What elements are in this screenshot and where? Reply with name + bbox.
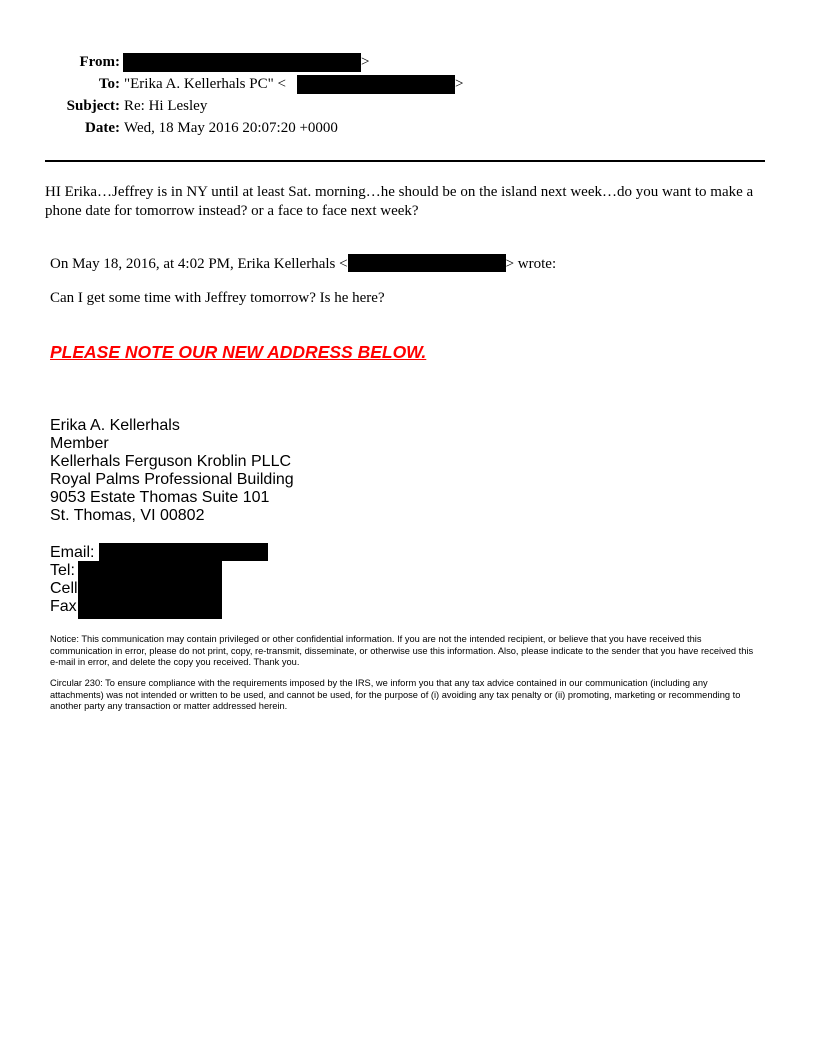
quote-intro [50,254,556,273]
signature-building: Royal Palms Professional Building [50,471,294,488]
signature-title: Member [50,435,109,452]
from-suffix: > [361,54,370,70]
from-redaction [123,53,361,72]
address-notice-banner: PLEASE NOTE OUR NEW ADDRESS BELOW. [50,342,427,362]
quote-intro-suffix: > wrote: [505,256,557,272]
to-value: "Erika A. Kellerhals PC" < [124,76,286,92]
signature-street: 9053 Estate Thomas Suite 101 [50,489,270,506]
reply-text: HI Erika…Jeffrey is in NY until at least Sat. morning…he should be on the island next week…do you want to make a phone date for tomorrow instead? or a face to face next week? [45,184,754,219]
quoted-message: Can I get some time with Jeffrey tomorrow? Is he here? [50,290,385,306]
signature-city: St. Thomas, VI 00802 [50,507,205,524]
signature-firm: Kellerhals Ferguson Kroblin PLLC [50,453,292,470]
to-label: To: [98,76,120,92]
subject-value: Re: Hi Lesley [124,98,208,114]
signature-name: Erika A. Kellerhals [50,417,180,434]
date-label: Date: [85,120,120,136]
header-divider [45,160,765,162]
phone-redaction [78,561,222,619]
email-label: Email: [50,544,95,561]
quote-email-redaction [348,254,506,272]
email-redaction [99,543,268,561]
cell-label: Cell [50,580,78,597]
tel-label: Tel: [50,562,75,579]
signature-block [50,417,294,525]
confidentiality-notice: Notice: This communication may contain privileged or other confidential information. If you are not the intended recipient, or believe that you have received this communication in error, please do not print, copy, re-transmit, disseminate, or otherwise use this information. Also, please indicate to the sender that you have received this e-mail in error, and delete the copy you received. Thank you. [50,634,754,667]
to-redaction [297,75,455,94]
quote-intro-prefix: On May 18, 2016, at 4:02 PM, Erika Kellerhals < [50,256,348,272]
circular-230-notice: Circular 230: To ensure compliance with the requirements imposed by the IRS, we inform you that any tax advice contained in our communication (including any attachments) was not intended or written to be used, and cannot be used, for the purpose of (i) avoiding any tax penalty or (ii) promoting, marketing or recommending to another party any transaction or matter addressed herein. [50,678,741,711]
from-label: From: [79,54,120,70]
to-suffix: > [455,76,464,92]
fax-label: Fax [50,598,77,615]
date-value: Wed, 18 May 2016 20:07:20 +0000 [124,120,338,136]
subject-label: Subject: [66,98,120,114]
